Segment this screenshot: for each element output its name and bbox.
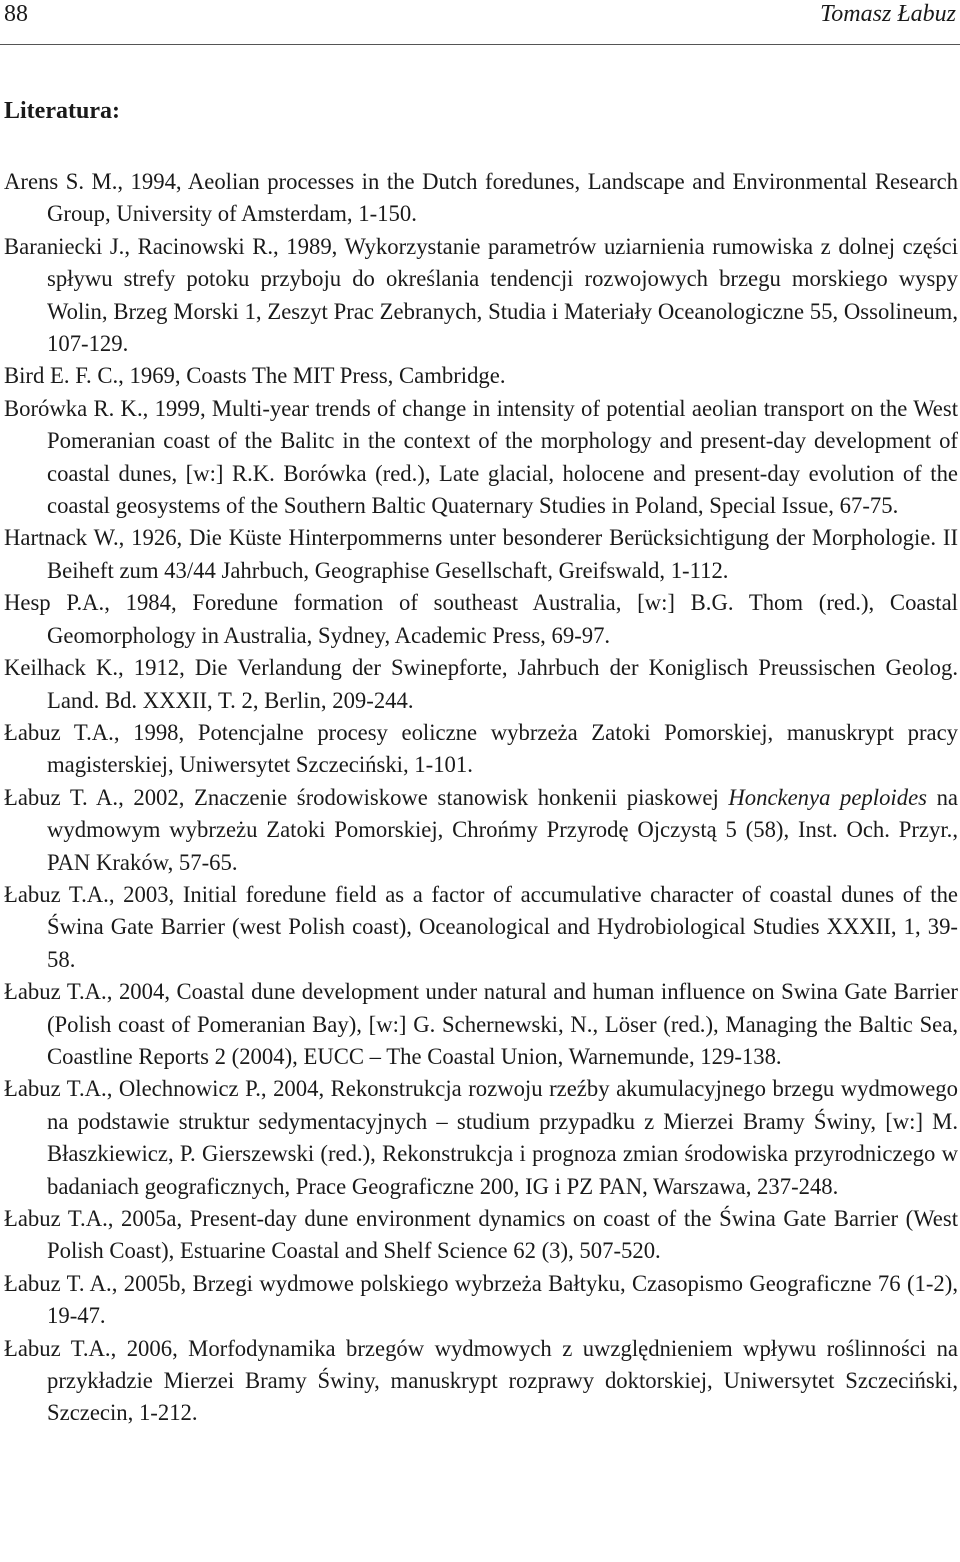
reference-list <box>4 166 958 1430</box>
reference-text: Łabuz T. A., 2002, Znaczenie środowiskowe stanowisk honkenii piaskowej <box>4 784 729 810</box>
section-title: Literatura: <box>4 98 120 124</box>
reference-entry: Arens S. M., 1994, Aeolian processes in the Dutch foredunes, Landscape and Environmental Research Group, University of Amsterdam, 1-150. <box>4 169 958 227</box>
reference-entry: Łabuz T.A., 1998, Potencjalne procesy eoliczne wybrzeża Zatoki Pomorskiej, manuskrypt pracy magisterskiej, Uniwersytet Szczeciński, 1-101. <box>4 719 958 778</box>
reference-entry: Bird E. F. C., 1969, Coasts The MIT Press, Cambridge. <box>4 363 506 389</box>
reference-entry: Łabuz T.A., 2006, Morfodynamika brzegów wydmowych z uwzględnieniem wpływu roślinności na przykładzie Mierzei Bramy Świny, manuskrypt rozprawy doktorskiej, Uniwersytet Szczeciński, Szczecin, 1-212. <box>4 1335 958 1426</box>
running-header <box>0 0 960 48</box>
reference-entry: Keilhack K., 1912, Die Verlandung der Swinepforte, Jahrbuch der Koniglisch Preussischen Geolog. Land. Bd. XXXII, T. 2, Berlin, 209-244. <box>4 655 958 713</box>
reference-entry-honckenya <box>4 782 958 879</box>
reference-entry: Łabuz T.A., 2005a, Present-day dune environment dynamics on coast of the Świna Gate Barrier (West Polish Coast), Estuarine Coastal and Shelf Science 62 (3), 507-520. <box>4 1206 958 1264</box>
header-rule <box>0 44 960 45</box>
reference-entry: Łabuz T.A., 2004, Coastal dune development under natural and human influence on Swina Gate Barrier (Polish coast of Pomeranian Bay), [w:] G. Schernewski, N., Löser (red.), Managing the Baltic Sea, Coastline Reports 2 (2004), EUCC – The Coastal Union, Warnemunde, 129-138. <box>4 979 958 1069</box>
reference-entry: Łabuz T. A., 2005b, Brzegi wydmowe polskiego wybrzeża Bałtyku, Czasopismo Geograficzne 76 (1-2), 19-47. <box>4 1270 958 1329</box>
reference-entry: Borówka R. K., 1999, Multi-year trends of change in intensity of potential aeolian transport on the West Pomeranian coast of the Balitc in the context of the morphology and present-day development of coastal dunes, [w:] R.K. Borówka (red.), Late glacial, holocene and present-day evolution of the coastal geosystems of the Southern Baltic Quaternary Studies in Poland, Special Issue, 67-75. <box>4 395 958 519</box>
species-name: Honckenya peploides <box>728 784 927 810</box>
reference-entry: Łabuz T.A., 2003, Initial foredune field as a factor of accumulative character of coastal dunes of the Świna Gate Barrier (west Polish coast), Oceanological and Hydrobiological Studies XXXII, 1, 39-58. <box>4 881 958 972</box>
reference-text: na wydmowym wybrzeżu Zatoki Pomorskiej, Chrońmy Przyrodę Ojczystą 5 (58), Inst. Och. Przyr., PAN Kraków, 57-65. <box>47 784 958 875</box>
page-number: 88 <box>4 1 28 27</box>
reference-entry: Hartnack W., 1926, Die Küste Hinterpommerns unter besonderer Berücksichtigung der Morphologie. II Beiheft zum 43/44 Jahrbuch, Geographise Gesellschaft, Greifswald, 1-112. <box>4 525 958 583</box>
reference-entry: Hesp P.A., 1984, Foredune formation of southeast Australia, [w:] B.G. Thom (red.), Coastal Geomorphology in Australia, Sydney, Academic Press, 69-97. <box>4 590 958 648</box>
reference-entry: Łabuz T.A., Olechnowicz P., 2004, Rekonstrukcja rozwoju rzeźby akumulacyjnego brzegu wydmowego na podstawie struktur sedymentacyjnych – studium przypadku z Mierzei Bramy Świny, [w:] M. Błaszkiewicz, P. Gierszewski (red.), Rekonstrukcja i prognoza zmian środowiska przyrodniczego w badaniach geograficznych, Prace Geograficzne 200, IG i PZ PAN, Warszawa, 237-248. <box>4 1076 958 1199</box>
running-author: Tomasz Łabuz <box>820 1 956 27</box>
reference-entry: Baraniecki J., Racinowski R., 1989, Wykorzystanie parametrów uziarnienia rumowiska z dolnej części spływu strefy potoku przyboju do określania tendencji rozwojowych brzegu morskiego wyspy Wolin, Brzeg Morski 1, Zeszyt Prac Zebranych, Studia i Materiały Oceanologiczne 55, Ossolineum, 107-129. <box>4 233 958 357</box>
